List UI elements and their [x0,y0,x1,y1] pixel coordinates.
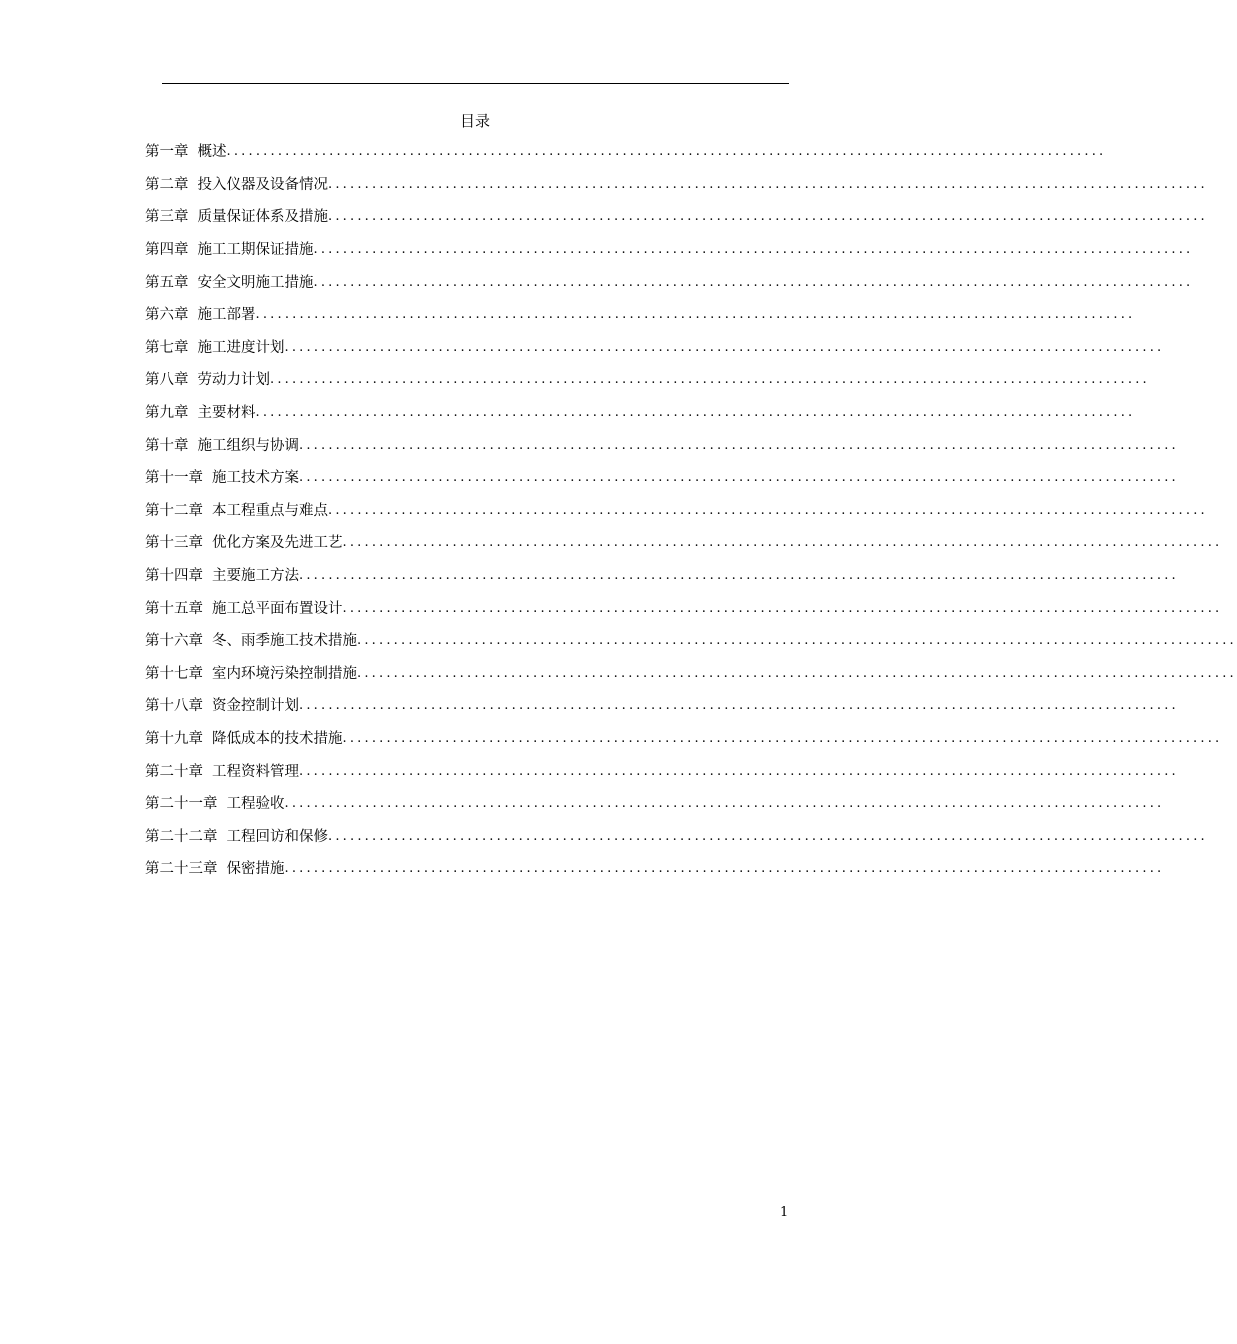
toc-chapter-number: 第十章 [145,437,189,454]
toc-entry[interactable] [145,462,1179,495]
toc-dot-leader: ........................................................................................................................ [313,242,1194,258]
toc-heading: 工程资料管理 [212,763,299,780]
toc-heading: 施工工期保证措施 [197,242,314,259]
toc-entry[interactable] [145,788,1165,821]
toc-entry[interactable] [145,364,1150,397]
toc-chapter-number: 第十四章 [145,568,203,585]
toc-entry[interactable] [145,755,1179,788]
toc-entry[interactable] [145,201,1208,234]
toc-entry[interactable] [145,234,1194,267]
toc-chapter-number: 第十八章 [145,698,203,715]
toc-dot-leader: ........................................................................................................................ [328,502,1208,518]
toc-chapter-number: 第十二章 [145,502,203,519]
toc-chapter-number: 第六章 [145,307,189,324]
toc-heading: 工程验收 [226,796,285,813]
toc-dot-leader: ........................................................................................................................ [299,763,1179,779]
toc-heading: 主要材料 [197,405,256,422]
toc-chapter-number: 第十六章 [145,633,203,650]
toc-dot-leader: ........................................................................................................................ [328,828,1208,844]
toc-chapter-number: 第八章 [145,372,189,389]
toc-heading: 本工程重点与难点 [212,502,328,519]
toc-entry[interactable] [145,332,1165,365]
toc-entry[interactable] [145,169,1208,202]
toc-chapter-number: 第五章 [145,274,189,291]
toc-dot-leader: ........................................................................................................................ [299,698,1179,714]
toc-chapter-number: 第一章 [145,144,189,161]
toc-chapter-number: 第二十二章 [145,828,218,845]
toc-heading: 冬、雨季施工技术措施 [212,633,357,650]
toc-dot-leader: ........................................................................................................................ [328,209,1208,225]
toc-entry[interactable] [145,527,1223,560]
toc-dot-leader: ........................................................................................................................ [342,535,1223,551]
page-number: 1 [780,1205,789,1220]
toc-heading: 施工组织与协调 [197,437,299,454]
toc-heading: 安全文明施工措施 [197,274,314,291]
toc-dot-leader: ........................................................................................................................ [255,405,1136,421]
toc-entry[interactable] [145,820,1208,853]
toc-dot-leader: ........................................................................................................................ [255,307,1136,323]
toc-dot-leader: ........................................................................................................................ [313,274,1194,290]
header-rule [162,83,789,84]
toc-heading: 施工进度计划 [197,339,285,356]
toc-entry[interactable] [145,690,1179,723]
toc-dot-leader: ........................................................................................................................ [299,568,1179,584]
toc-entry[interactable] [145,658,1237,691]
toc-heading: 施工部署 [197,307,256,324]
toc-heading: 质量保证体系及措施 [197,209,328,226]
toc-chapter-number: 第十一章 [145,470,203,487]
toc-dot-leader: ........................................................................................................................ [284,796,1165,812]
toc-entry[interactable] [145,592,1223,625]
toc-chapter-number: 第三章 [145,209,189,226]
toc-heading: 概述 [197,144,227,161]
toc-chapter-number: 第十五章 [145,600,203,617]
toc-entry[interactable] [145,136,1107,169]
toc-chapter-number: 第二十章 [145,763,203,780]
toc-chapter-number: 第十三章 [145,535,203,552]
toc-dot-leader: ........................................................................................................................ [328,176,1208,192]
toc-dot-leader: ........................................................................................................................ [357,633,1237,649]
toc-heading: 投入仪器及设备情况 [197,176,328,193]
toc-entry[interactable] [145,723,1223,756]
toc-entry[interactable] [145,625,1237,658]
toc-chapter-number: 第四章 [145,242,189,259]
toc-heading: 降低成本的技术措施 [212,730,343,747]
toc-heading: 施工技术方案 [212,470,299,487]
toc-chapter-number: 第二章 [145,176,189,193]
toc-heading: 工程回访和保修 [226,828,328,845]
toc-heading: 室内环境污染控制措施 [212,665,357,682]
toc-heading: 主要施工方法 [212,568,299,585]
toc-dot-leader: ........................................................................................................................ [342,730,1223,746]
toc-entry[interactable] [145,397,1136,430]
toc-chapter-number: 第十七章 [145,665,203,682]
toc-dot-leader: ........................................................................................................................ [342,600,1223,616]
toc-heading: 优化方案及先进工艺 [212,535,343,552]
toc-heading: 施工总平面布置设计 [212,600,343,617]
toc-dot-leader: ........................................................................................................................ [284,339,1165,355]
toc-dot-leader: ........................................................................................................................ [284,861,1165,877]
toc-chapter-number: 第二十一章 [145,796,218,813]
toc-entry[interactable] [145,299,1136,332]
toc-heading: 资金控制计划 [212,698,299,715]
toc-chapter-number: 第二十三章 [145,861,218,878]
toc-dot-leader: ........................................................................................................................ [299,470,1179,486]
toc-dot-leader: ........................................................................................................................ [357,665,1237,681]
toc-chapter-number: 第十九章 [145,730,203,747]
toc-entry[interactable] [145,495,1208,528]
toc-entry[interactable] [145,429,1179,462]
toc-chapter-number: 第九章 [145,405,189,422]
toc-entry[interactable] [145,853,1165,886]
toc-dot-leader: ........................................................................................................................ [299,437,1179,453]
toc-dot-leader: ........................................................................................................................ [270,372,1150,388]
toc-heading: 劳动力计划 [197,372,270,389]
toc-heading: 保密措施 [226,861,285,878]
toc-dot-leader: ........................................................................................................................ [226,144,1107,160]
toc-chapter-number: 第七章 [145,339,189,356]
table-of-contents [145,136,1237,886]
toc-title: 目录 [459,112,490,130]
toc-entry[interactable] [145,560,1179,593]
toc-entry[interactable] [145,266,1194,299]
